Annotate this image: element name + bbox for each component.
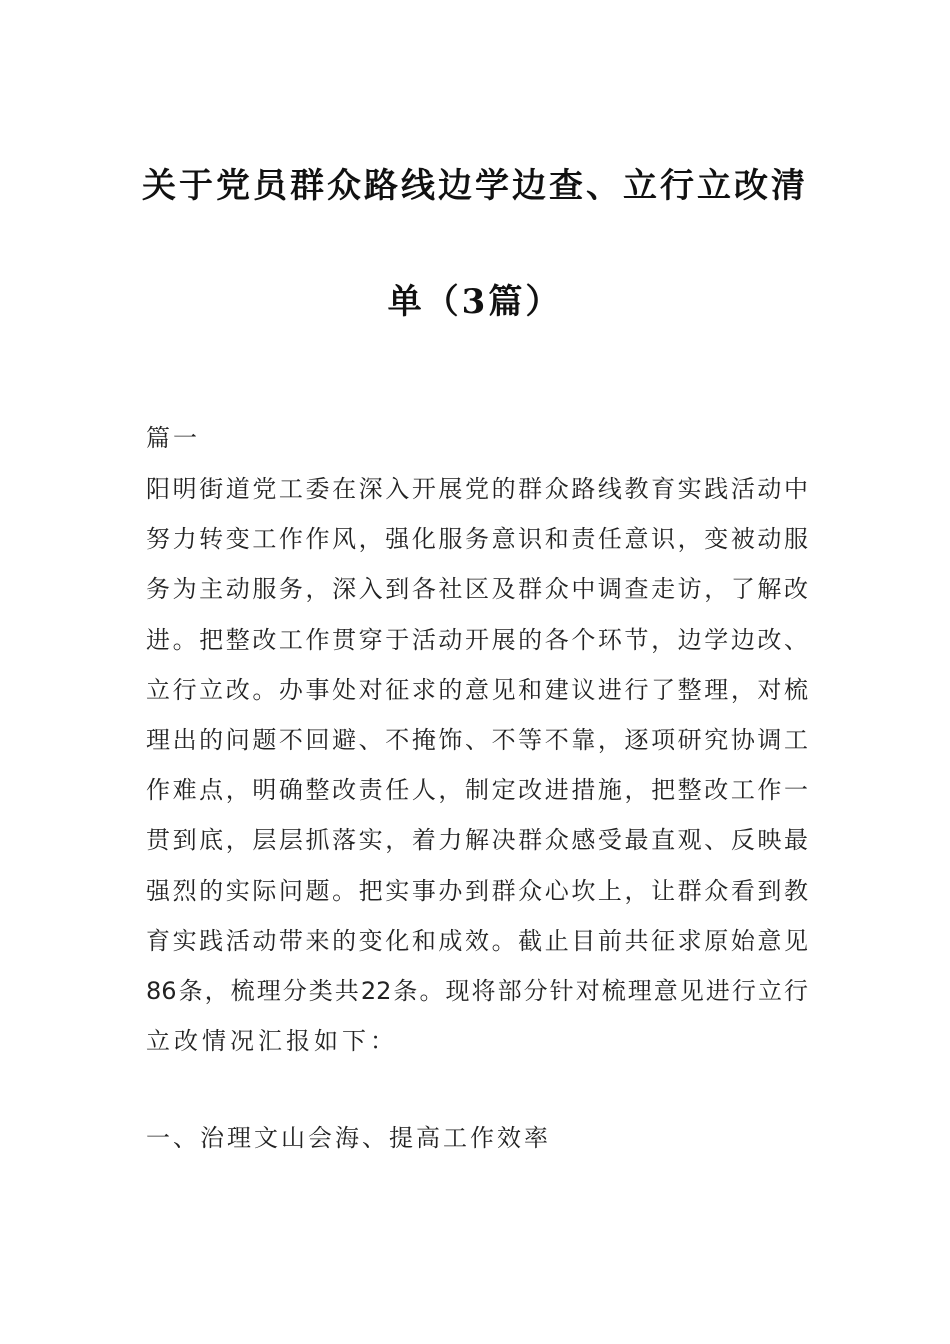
- document-title-line-2: 单（3篇）: [387, 282, 563, 322]
- section-heading-1: 一、治理文山会海、提高工作效率: [146, 1124, 551, 1152]
- paragraph-line: 育实践活动带来的变化和成效。截止目前共征求原始意见: [146, 926, 808, 955]
- body-paragraph: [146, 464, 808, 1066]
- paragraph-line: 进。把整改工作贯穿于活动开展的各个环节，边学边改、: [146, 625, 808, 654]
- paragraph-line: 86条，梳理分类共22条。现将部分针对梳理意见进行立行: [146, 976, 808, 1005]
- paragraph-line: 贯到底，层层抓落实，着力解决群众感受最直观、反映最: [146, 826, 808, 855]
- document-title-line-1: 关于党员群众路线边学边查、立行立改清: [142, 166, 808, 206]
- paragraph-line: 作难点，明确整改责任人，制定改进措施，把整改工作一: [146, 776, 808, 805]
- paragraph-line: 阳明街道党工委在深入开展党的群众路线教育实践活动中: [146, 475, 808, 503]
- paragraph-line: 强烈的实际问题。把实事办到群众心坎上，让群众看到教: [146, 876, 808, 905]
- paragraph-line: 理出的问题不回避、不掩饰、不等不靠，逐项研究协调工: [146, 725, 808, 754]
- paragraph-line: 立行立改。办事处对征求的意见和建议进行了整理，对梳: [146, 675, 808, 704]
- section-label: 篇一: [146, 424, 200, 452]
- paragraph-line: 努力转变工作作风，强化服务意识和责任意识，变被动服: [146, 525, 808, 554]
- paragraph-line: 立改情况汇报如下：: [146, 1027, 398, 1056]
- paragraph-line: 务为主动服务，深入到各社区及群众中调查走访，了解改: [146, 575, 808, 604]
